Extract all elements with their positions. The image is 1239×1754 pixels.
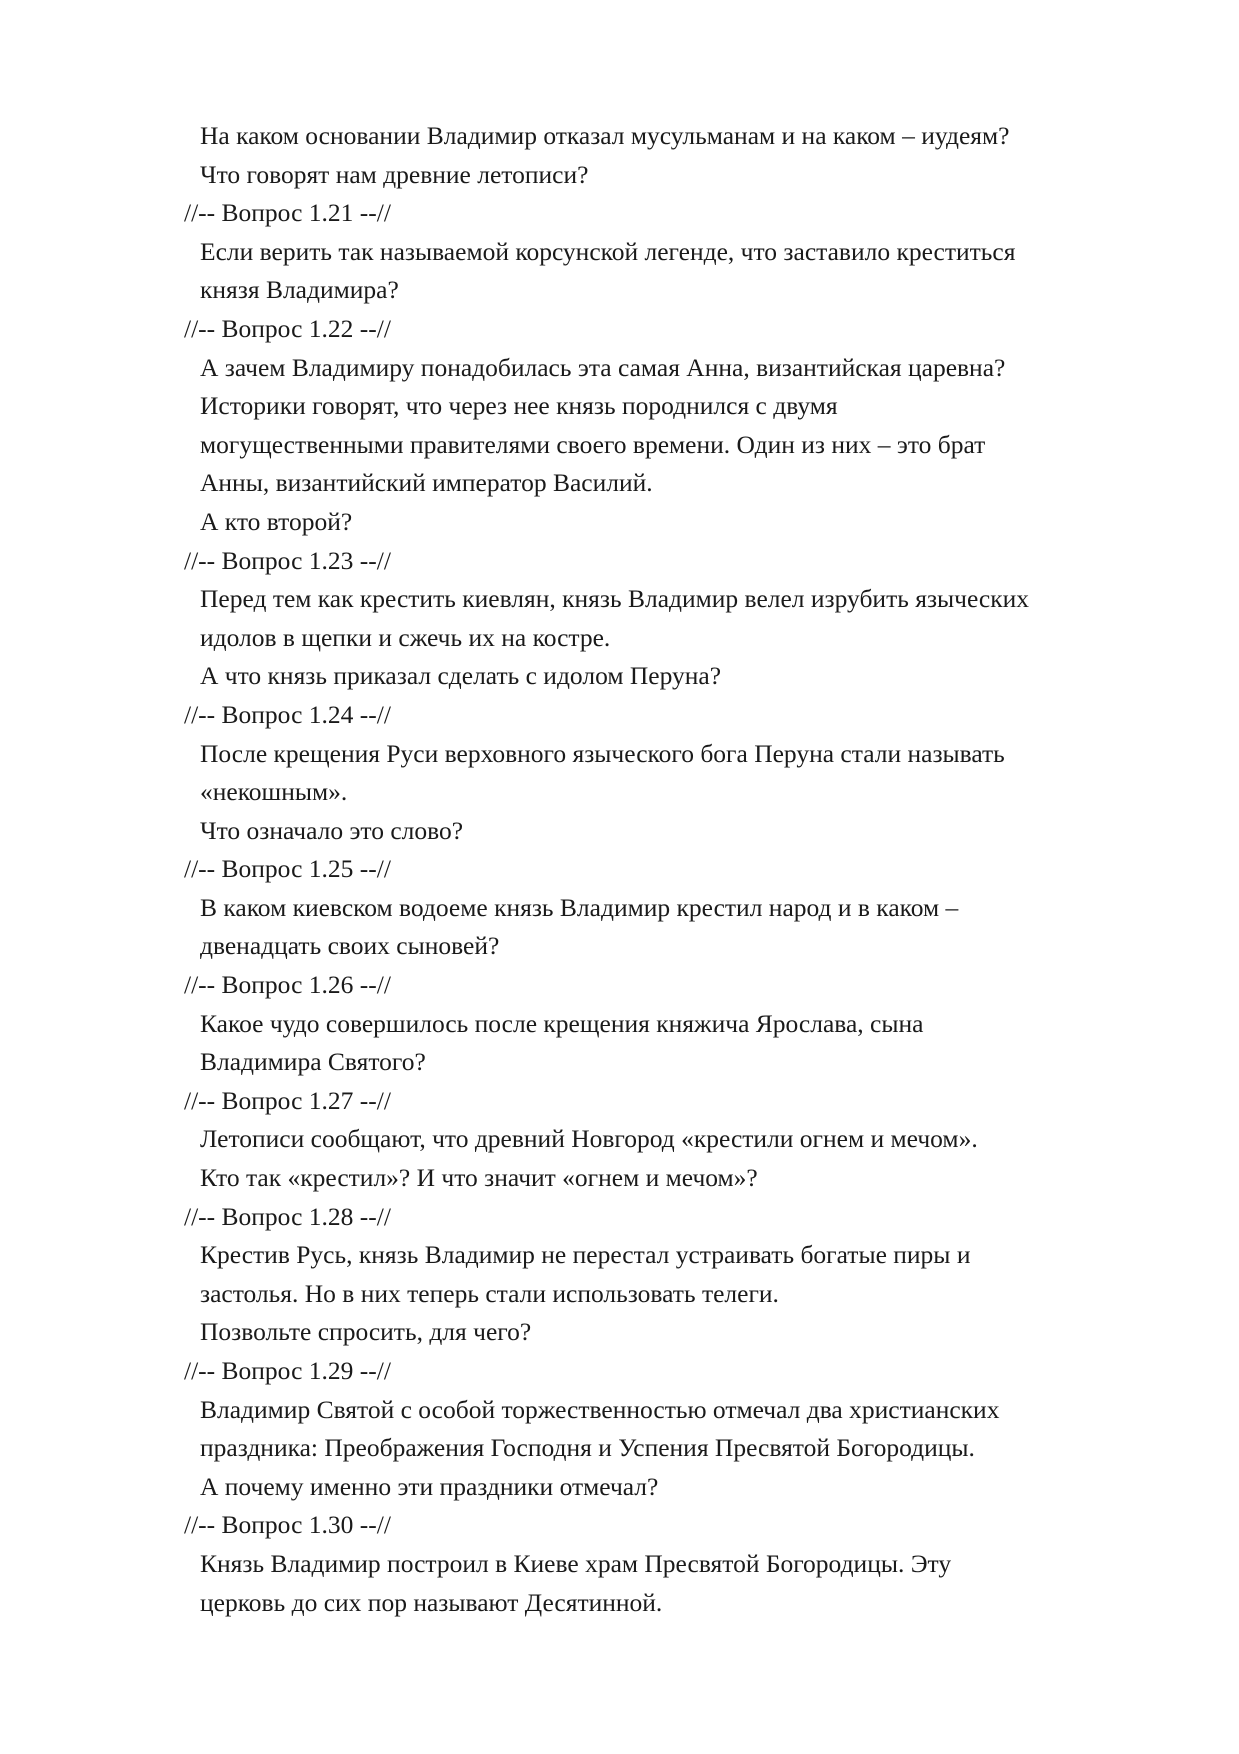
paragraph: Крестив Русь, князь Владимир не перестал устраивать богатые пиры и застолья. Но в них теперь стали использовать телеги. xyxy=(200,1240,971,1308)
paragraph: Кто так «крестил»? И что значит «огнем и мечом»? xyxy=(200,1163,758,1193)
question-marker: //-- Вопрос 1.24 --// xyxy=(184,699,391,729)
question-marker: //-- Вопрос 1.27 --// xyxy=(184,1085,391,1115)
paragraph: Позвольте спросить, для чего? xyxy=(200,1317,532,1347)
paragraph: А кто второй? xyxy=(200,506,353,536)
paragraph: На каком основании Владимир отказал мусульманам и на каком – иудеям? Что говорят нам древние летописи? xyxy=(200,121,1010,189)
paragraph: Какое чудо совершилось после крещения княжича Ярослава, сына Владимира Святого? xyxy=(200,1008,924,1077)
question-marker: //-- Вопрос 1.28 --// xyxy=(184,1201,391,1231)
paragraph: Летописи сообщают, что древний Новгород «крестили огнем и мечом». xyxy=(200,1124,978,1154)
paragraph: Князь Владимир построил в Киеве храм Пресвятой Богородицы. Эту церковь до сих пор называют Десятинной. xyxy=(200,1548,952,1617)
paragraph: Если верить так называемой корсунской легенде, что заставило креститься князя Владимира? xyxy=(200,236,1016,305)
paragraph: Владимир Святой с особой торжественностью отмечал два христианских праздника: Преображения Господня и Успения Пресвятой Богородицы. xyxy=(200,1394,1000,1463)
paragraph: После крещения Руси верховного языческого бога Перуна стали называть «некошным». xyxy=(200,738,1005,807)
question-marker: //-- Вопрос 1.26 --// xyxy=(184,970,391,1000)
question-marker: //-- Вопрос 1.30 --// xyxy=(184,1510,391,1540)
paragraph: В каком киевском водоеме князь Владимир крестил народ и в каком – двенадцать своих сыновей? xyxy=(200,892,959,961)
paragraph: А зачем Владимиру понадобилась эта самая Анна, византийская царевна? Историки говорят, что через нее князь породнился с двумя могущественными правителями своего времени. Один из них – это брат Анны, византийский император Василий. xyxy=(200,352,1006,498)
paragraph: А почему именно эти праздники отмечал? xyxy=(200,1471,659,1501)
question-marker: //-- Вопрос 1.21 --// xyxy=(184,198,391,228)
question-marker: //-- Вопрос 1.25 --// xyxy=(184,854,391,884)
question-marker: //-- Вопрос 1.22 --// xyxy=(184,313,391,343)
paragraph: Что означало это слово? xyxy=(200,815,464,845)
question-marker: //-- Вопрос 1.23 --// xyxy=(184,545,391,575)
document-text-body xyxy=(178,117,1158,1622)
paragraph: Перед тем как крестить киевлян, князь Владимир велел изрубить языческих идолов в щепки и сжечь их на костре. xyxy=(200,584,1030,652)
paragraph: А что князь приказал сделать с идолом Перуна? xyxy=(200,661,722,691)
question-marker: //-- Вопрос 1.29 --// xyxy=(184,1356,391,1385)
